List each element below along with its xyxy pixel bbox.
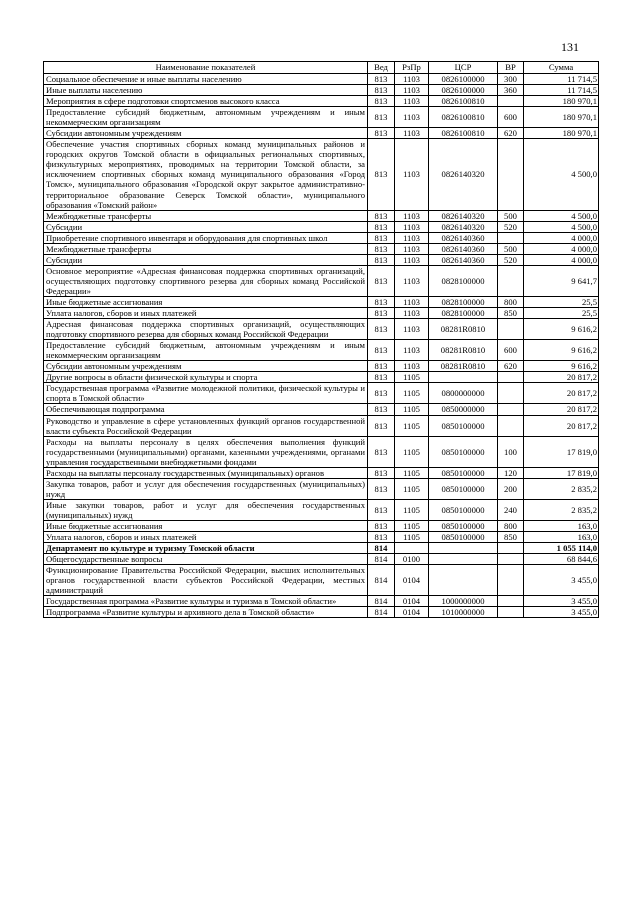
row-ved: 813 [368,243,395,254]
row-csr [429,565,498,596]
row-vr [498,139,524,210]
row-sum: 20 817,2 [524,404,599,415]
row-csr: 0826140320 [429,210,498,221]
row-csr [429,372,498,383]
row-csr: 0826140360 [429,254,498,265]
row-name: Подпрограмма «Развитие культуры и архивного дела в Томской области» [44,607,368,618]
row-csr: 0828100000 [429,308,498,319]
row-name: Государственная программа «Развитие культуры и туризма в Томской области» [44,596,368,607]
table-row [44,607,599,618]
row-name: Предоставление субсидий бюджетным, автономным учреждениям и иным некоммерческим организациям [44,340,368,361]
row-ved: 813 [368,128,395,139]
row-sum: 180 970,1 [524,107,599,128]
row-ved: 813 [368,221,395,232]
row-vr: 800 [498,296,524,307]
row-ved: 813 [368,361,395,372]
table-row [44,361,599,372]
row-vr [498,607,524,618]
row-rzpr: 1105 [395,415,429,436]
table-row [44,265,599,296]
table-row [44,467,599,478]
table-row [44,96,599,107]
row-vr: 360 [498,85,524,96]
row-ved: 813 [368,210,395,221]
page-number: 131 [561,40,579,54]
row-sum: 1 055 114,0 [524,543,599,554]
row-name: Мероприятия в сфере подготовки спортсменов высокого класса [44,96,368,107]
row-ved: 814 [368,543,395,554]
row-csr [429,554,498,565]
row-sum: 3 455,0 [524,565,599,596]
row-ved: 813 [368,520,395,531]
row-ved: 813 [368,383,395,404]
row-rzpr: 1103 [395,74,429,85]
row-vr: 600 [498,340,524,361]
table-row [44,596,599,607]
table-row [44,107,599,128]
row-sum: 163,0 [524,520,599,531]
row-rzpr: 0100 [395,554,429,565]
row-rzpr: 1103 [395,210,429,221]
row-name: Иные бюджетные ассигнования [44,520,368,531]
row-csr: 0850100000 [429,532,498,543]
table-row [44,128,599,139]
row-csr: 0850100000 [429,478,498,499]
row-csr [429,543,498,554]
row-name: Обеспечивающая подпрограмма [44,404,368,415]
row-name: Руководство и управление в сфере установленных функций органов государственной власти субъекта Российской Федерации [44,415,368,436]
row-csr: 0850100000 [429,436,498,467]
table-row [44,436,599,467]
row-rzpr: 1105 [395,372,429,383]
row-name: Расходы на выплаты персоналу в целях обеспечения выполнения функций государственными (муниципальными) органами, казенными учреждениями, органами управления государственными внебюджетными фондами [44,436,368,467]
row-name: Расходы на выплаты персоналу государственных (муниципальных) органов [44,467,368,478]
header-name: Наименование показателей [44,62,368,74]
row-vr [498,319,524,340]
row-rzpr: 1103 [395,85,429,96]
row-rzpr: 1103 [395,254,429,265]
row-ved: 813 [368,532,395,543]
row-csr: 0850100000 [429,520,498,531]
header-rzpr: РзПр [395,62,429,74]
row-sum: 2 835,2 [524,499,599,520]
row-rzpr: 1103 [395,139,429,210]
row-ved: 814 [368,565,395,596]
row-vr [498,383,524,404]
row-csr: 0850000000 [429,404,498,415]
row-csr: 08281R0810 [429,319,498,340]
row-sum: 9 641,7 [524,265,599,296]
row-sum: 11 714,5 [524,74,599,85]
row-name: Функционирование Правительства Российской Федерации, высших исполнительных органов государственной власти субъектов Российской Федерации, местных администраций [44,565,368,596]
row-vr [498,565,524,596]
row-rzpr: 1103 [395,232,429,243]
row-ved: 813 [368,467,395,478]
row-rzpr: 1105 [395,532,429,543]
row-ved: 813 [368,499,395,520]
row-rzpr: 1103 [395,296,429,307]
row-csr: 1000000000 [429,596,498,607]
row-vr: 850 [498,308,524,319]
table-header-row [44,62,599,74]
row-rzpr: 1103 [395,361,429,372]
row-vr: 620 [498,128,524,139]
row-vr [498,596,524,607]
row-rzpr: 1105 [395,383,429,404]
row-sum: 3 455,0 [524,607,599,618]
row-rzpr: 1103 [395,319,429,340]
table-row [44,404,599,415]
row-name: Закупка товаров, работ и услуг для обеспечения государственных (муниципальных) нужд [44,478,368,499]
row-sum: 9 616,2 [524,361,599,372]
row-name: Адресная финансовая поддержка спортивных организаций, осуществляющих подготовку спортивного резерва для сборных команд Российской Федерации [44,319,368,340]
table-row [44,139,599,210]
row-name: Общегосударственные вопросы [44,554,368,565]
row-sum: 2 835,2 [524,478,599,499]
row-rzpr: 1103 [395,265,429,296]
table-row [44,372,599,383]
row-name: Социальное обеспечение и иные выплаты населению [44,74,368,85]
table-row [44,565,599,596]
row-sum: 68 844,6 [524,554,599,565]
row-ved: 813 [368,96,395,107]
row-vr [498,543,524,554]
row-rzpr [395,543,429,554]
row-name: Субсидии автономным учреждениям [44,128,368,139]
row-vr [498,415,524,436]
row-ved: 813 [368,436,395,467]
table-row [44,520,599,531]
row-csr: 08281R0810 [429,340,498,361]
row-name: Департамент по культуре и туризму Томской области [44,543,368,554]
row-vr [498,265,524,296]
row-rzpr: 1103 [395,340,429,361]
row-ved: 814 [368,554,395,565]
row-name: Приобретение спортивного инвентаря и оборудования для спортивных школ [44,232,368,243]
row-ved: 813 [368,404,395,415]
row-csr: 0826140360 [429,243,498,254]
table-row [44,532,599,543]
row-csr: 0826100810 [429,107,498,128]
row-vr: 620 [498,361,524,372]
row-sum: 4 500,0 [524,139,599,210]
row-rzpr: 1103 [395,96,429,107]
row-sum: 4 500,0 [524,221,599,232]
row-vr: 240 [498,499,524,520]
row-sum: 180 970,1 [524,128,599,139]
row-sum: 180 970,1 [524,96,599,107]
row-rzpr: 1105 [395,499,429,520]
row-vr: 850 [498,532,524,543]
row-sum: 20 817,2 [524,415,599,436]
row-name: Государственная программа «Развитие молодежной политики, физической культуры и спорта в Томской области» [44,383,368,404]
row-ved: 813 [368,478,395,499]
row-rzpr: 1103 [395,221,429,232]
row-name: Иные бюджетные ассигнования [44,296,368,307]
row-csr: 0826100810 [429,96,498,107]
row-rzpr: 0104 [395,607,429,618]
table-row [44,340,599,361]
row-csr: 0826100000 [429,74,498,85]
row-sum: 25,5 [524,308,599,319]
row-vr: 200 [498,478,524,499]
row-csr: 0826140320 [429,221,498,232]
row-csr: 0800000000 [429,383,498,404]
row-rzpr: 1105 [395,467,429,478]
row-name: Субсидии [44,221,368,232]
row-sum: 4 000,0 [524,243,599,254]
header-vr: ВР [498,62,524,74]
row-vr: 500 [498,243,524,254]
row-name: Иные закупки товаров, работ и услуг для обеспечения государственных (муниципальных) нужд [44,499,368,520]
row-sum: 9 616,2 [524,319,599,340]
table-row [44,478,599,499]
table-row [44,415,599,436]
row-name: Основное мероприятие «Адресная финансовая поддержка спортивных организаций, осуществляющих подготовку спортивного резерва для сборных команд Российской Федерации» [44,265,368,296]
row-ved: 814 [368,596,395,607]
row-sum: 4 000,0 [524,254,599,265]
row-name: Уплата налогов, сборов и иных платежей [44,532,368,543]
row-sum: 20 817,2 [524,372,599,383]
row-name: Другие вопросы в области физической культуры и спорта [44,372,368,383]
table-row [44,74,599,85]
row-sum: 11 714,5 [524,85,599,96]
row-vr [498,554,524,565]
row-csr: 0826100000 [429,85,498,96]
row-rzpr: 1103 [395,128,429,139]
row-sum: 4 500,0 [524,210,599,221]
row-ved: 813 [368,74,395,85]
table-row [44,232,599,243]
row-rzpr: 1103 [395,243,429,254]
row-sum: 17 819,0 [524,436,599,467]
budget-table [43,61,599,618]
table-row [44,296,599,307]
row-vr: 120 [498,467,524,478]
row-csr: 08281R0810 [429,361,498,372]
table-row [44,554,599,565]
row-sum: 17 819,0 [524,467,599,478]
row-csr: 0850100000 [429,415,498,436]
table-row [44,499,599,520]
table-row [44,308,599,319]
table-row [44,210,599,221]
row-csr: 0826140320 [429,139,498,210]
row-ved: 813 [368,296,395,307]
row-ved: 813 [368,254,395,265]
row-sum: 25,5 [524,296,599,307]
row-csr: 0850100000 [429,467,498,478]
row-ved: 813 [368,232,395,243]
row-rzpr: 1103 [395,107,429,128]
table-row [44,319,599,340]
row-ved: 813 [368,107,395,128]
row-csr: 0826100810 [429,128,498,139]
row-vr [498,96,524,107]
row-sum: 3 455,0 [524,596,599,607]
table-row [44,221,599,232]
row-ved: 814 [368,607,395,618]
row-rzpr: 1105 [395,520,429,531]
row-csr: 1010000000 [429,607,498,618]
table-row [44,543,599,554]
row-vr: 520 [498,254,524,265]
row-vr: 100 [498,436,524,467]
row-ved: 813 [368,85,395,96]
row-vr [498,404,524,415]
row-sum: 163,0 [524,532,599,543]
row-ved: 813 [368,372,395,383]
row-name: Межбюджетные трансферты [44,210,368,221]
table-row [44,383,599,404]
row-csr: 0826140360 [429,232,498,243]
row-vr [498,232,524,243]
table-row [44,243,599,254]
table-row [44,254,599,265]
row-vr [498,372,524,383]
row-csr: 0828100000 [429,265,498,296]
row-sum: 9 616,2 [524,340,599,361]
row-ved: 813 [368,319,395,340]
row-vr: 520 [498,221,524,232]
row-name: Субсидии автономным учреждениям [44,361,368,372]
row-rzpr: 1103 [395,308,429,319]
row-sum: 20 817,2 [524,383,599,404]
row-ved: 813 [368,265,395,296]
row-ved: 813 [368,308,395,319]
row-name: Обеспечение участия спортивных сборных команд муниципальных районов и городских округов Томской области в официальных региональных спортивных, физкультурных мероприятиях, проводимых на территории Томской области, за исключением спортивных сборных команд муниципального образования «Город Томск», муниципального образования «Городской округ закрытое административно-территориальное образование Северск Томской области», муниципального образования «Томский район» [44,139,368,210]
row-vr: 500 [498,210,524,221]
row-vr: 800 [498,520,524,531]
row-vr: 300 [498,74,524,85]
row-name: Предоставление субсидий бюджетным, автономным учреждениям и иным некоммерческим организациям [44,107,368,128]
row-csr: 0850100000 [429,499,498,520]
row-rzpr: 1105 [395,478,429,499]
row-rzpr: 0104 [395,565,429,596]
row-rzpr: 1105 [395,436,429,467]
row-name: Иные выплаты населению [44,85,368,96]
row-ved: 813 [368,415,395,436]
header-csr: ЦСР [429,62,498,74]
table-row [44,85,599,96]
row-rzpr: 1105 [395,404,429,415]
header-sum: Сумма [524,62,599,74]
header-ved: Вед [368,62,395,74]
row-name: Уплата налогов, сборов и иных платежей [44,308,368,319]
row-vr: 600 [498,107,524,128]
row-rzpr: 0104 [395,596,429,607]
row-csr: 0828100000 [429,296,498,307]
row-sum: 4 000,0 [524,232,599,243]
row-ved: 813 [368,139,395,210]
row-ved: 813 [368,340,395,361]
row-name: Межбюджетные трансферты [44,243,368,254]
row-name: Субсидии [44,254,368,265]
